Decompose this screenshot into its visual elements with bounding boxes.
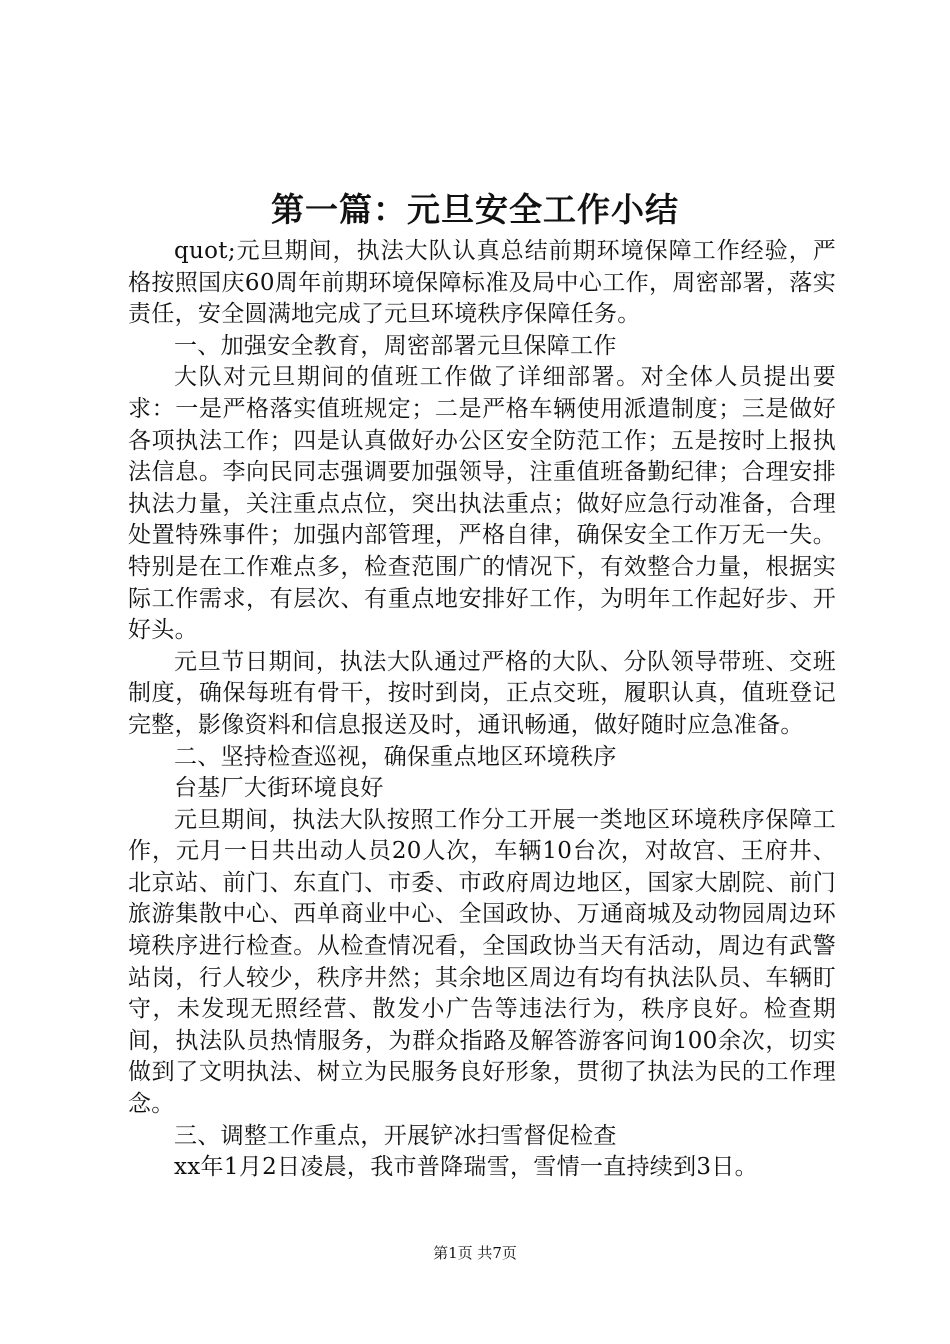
section-1-paragraph-1: 大队对元旦期间的值班工作做了详细部署。对全体人员提出要求：一是严格落实值班规定；二是严格车辆使用派遣制度；三是做好各项执法工作；四是认真做好办公区安全防范工作；五是按时上报执法信息。李向民同志强调要加强领导，注重值班备勤纪律；合理安排执法力量，关注重点点位，突出执法重点；做好应急行动准备，合理处置特殊事件；加强内部管理，严格自律，确保安全工作万无一失。特别是在工作难点多，检查范围广的情况下，有效整合力量，根据实际工作需求，有层次、有重点地安排好工作，为明年工作起好步、开好头。 xyxy=(128,364,836,644)
section-heading-1: 一、加强安全教育，周密部署元旦保障工作 xyxy=(174,332,617,359)
section-2-subheading: 台基厂大街环境良好 xyxy=(174,775,384,802)
document-body xyxy=(128,236,836,1184)
section-2-paragraph: 元旦期间，执法大队按照工作分工开展一类地区环境秩序保障工作，元月一日共出动人员20人次，车辆10台次，对故宫、王府井、北京站、前门、东直门、市委、市政府周边地区，国家大剧院、前门旅游集散中心、西单商业中心、全国政协、万通商城及动物园周边环境秩序进行检查。从检查情况看，全国政协当天有活动，周边有武警站岗，行人较少，秩序井然；其余地区周边有均有执法队员、车辆盯守，未发现无照经营、散发小广告等违法行为，秩序良好。检查期间，执法队员热情服务，为群众指路及解答游客问询100余次，切实做到了文明执法、树立为民服务良好形象，贯彻了执法为民的工作理念。 xyxy=(128,806,836,1118)
section-1-paragraph-2: 元旦节日期间，执法大队通过严格的大队、分队领导带班、交班制度，确保每班有骨干，按时到岗，正点交班，履职认真，值班登记完整，影像资料和信息报送及时，通讯畅通，做好随时应急准备。 xyxy=(128,648,836,738)
section-3-paragraph: xx年1月2日凌晨，我市普降瑞雪，雪情一直持续到3日。 xyxy=(174,1154,758,1181)
page-indicator: 第1页 共7页 xyxy=(433,1244,517,1262)
section-heading-2: 二、坚持检查巡视，确保重点地区环境秩序 xyxy=(174,743,617,770)
section-heading-3: 三、调整工作重点，开展铲冰扫雪督促检查 xyxy=(174,1122,617,1149)
document-title: 第一篇：元旦安全工作小结 xyxy=(271,190,679,229)
intro-paragraph: quot;元旦期间，执法大队认真总结前期环境保障工作经验，严格按照国庆60周年前期环境保障标准及局中心工作，周密部署，落实责任，安全圆满地完成了元旦环境秩序保障任务。 xyxy=(128,238,836,328)
